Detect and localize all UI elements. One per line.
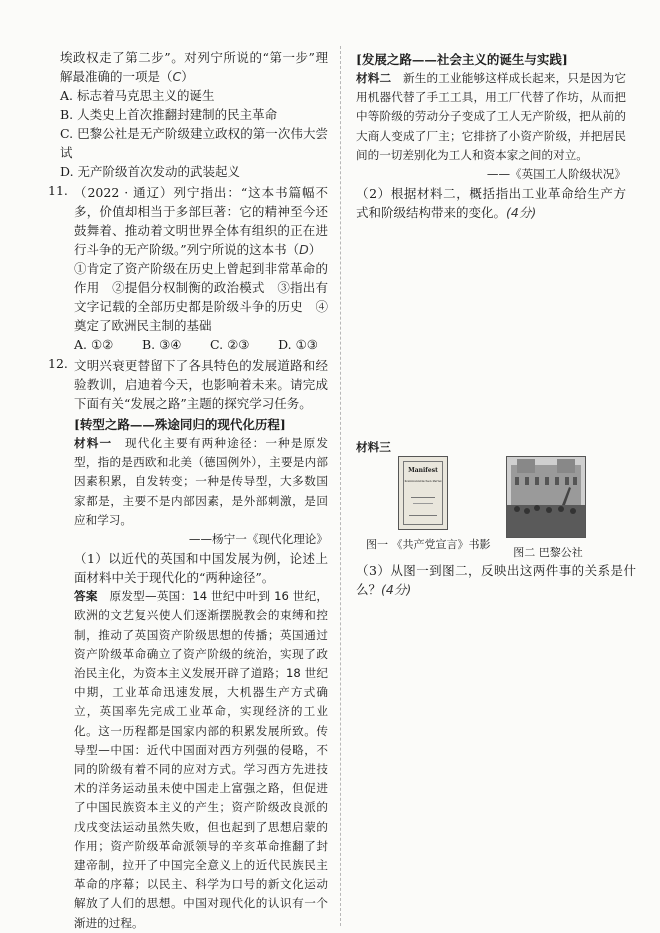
q11-option-b: B. ③④ (141, 337, 182, 352)
material-two-label: 材料二 (356, 71, 392, 85)
paris-commune-image (506, 456, 586, 538)
figure-two-caption: 图二 巴黎公社 (513, 546, 583, 559)
section-heading-development: [发展之路——社会主义的诞生与实践] (356, 52, 568, 67)
q10-answer: C (172, 69, 182, 84)
left-column (48, 48, 328, 933)
question-12 (48, 356, 328, 933)
q2-score-handwritten: (4分) (506, 205, 537, 221)
q11-option-a: A. ①② (74, 337, 114, 352)
q11-option-d: D. ①③ (278, 337, 318, 352)
q10-option-b: B. 人类史上首次推翻封建制的民主革命 (60, 107, 278, 122)
q10-option-d: D. 无产阶级首次发动的武装起义 (60, 164, 241, 179)
right-column (356, 48, 626, 222)
material-one-label: 材料一 (74, 436, 113, 450)
q12-stem: 文明兴衰更替留下了各具特色的发展道路和经验教训，启迪着今天，也影响着未来。请完成下面有关“发展之路”主题的探究学习任务。 (74, 358, 328, 411)
question-11 (48, 183, 328, 354)
sub-question-1: （1）以近代的英国和中国发展为例，论述上面材料中关于现代化的“两种途径”。 (74, 551, 328, 586)
manifesto-book-cover-image (398, 456, 448, 530)
q11-options (74, 335, 328, 354)
q3-score-handwritten: (4分) (381, 582, 412, 597)
q11-items: ①肯定了资产阶级在历史上曾起到非常革命的作用 ②提倡分权制衡的政治模式 ③指出有文字记载的全部历史都是阶级斗争的历史 ④奠定了欧洲民主制的基础 (74, 261, 328, 333)
q10-option-a: A. 标志着马克思主义的诞生 (60, 88, 215, 103)
column-divider (340, 46, 341, 926)
q10-continuation: 埃政权走了第二步”。对列宁所说的“第一步”理解最准确的一项是（C） (60, 50, 328, 84)
sub-question-2: （2）根据材料二，概括指出工业革命给生产方式和阶级结构带来的变化。(4分) (356, 186, 626, 221)
material-three-label: 材料三 (356, 440, 391, 454)
answer-block: 答案 原发型—英国：14 世纪中叶到 16 世纪，欧洲的文艺复兴使人们逐渐摆脱教会的束缚和控制，推动了英国资产阶级思想的传播；英国通过资产阶级革命确立了资产阶级的统治，实现了政治民主化，为资本主义发展开辟了道路；18 世纪中期，工业革命迅速发展，大机器生产方式确立，英国率先完成工业革命，实现经济的工业化。这一历程都是国家内部的积累发展所致。传导型—中国：近代中国面对西方列强的侵略，不同的阶级有着不同的应对方式。学习西方先进技术的洋务运动虽未使中国走上富强之路，但促进了中国民族资本主义的产生；资产阶级改良派的戊戌变法运动虽然失败，但也起到了思想启蒙的作用；资产阶级革命派领导的辛亥革命推翻了封建帝制，拉开了中国完全意义上的近代民族民主革命的序幕；以民主、科学为口号的新文化运动解放了人们的思想。中国对现代化的认识有一个渐进的过程。 (74, 589, 328, 930)
q11-option-c: C. ②③ (210, 337, 250, 352)
q11-number: 11. (48, 183, 68, 198)
material-two: 材料二 新生的工业能够这样成长起来，只是因为它用机器代替了手工工具，用工厂代替了作坊，从而把中等阶级的劳动分子变成了工人无产阶级，把从前的大商人变成了厂主；它排挤了小资产阶级，并把居民间的一切差别化为工人和资本家之间的对立。 (356, 71, 626, 162)
figure-two (498, 456, 598, 560)
manifesto-cover-title: Manifest (408, 467, 438, 474)
material-one-source: ——杨宁一《现代化理论》 (188, 532, 328, 547)
section-heading-transition: [转型之路——殊途同归的现代化历程] (74, 417, 286, 432)
figure-one (366, 456, 491, 552)
figure-one-caption: 图一 《共产党宣言》书影 (366, 538, 491, 551)
q11-answer: D (299, 242, 309, 257)
material-two-source: ——《英国工人阶级状况》 (486, 167, 626, 182)
q11-stem: （2022 · 通辽）列宁指出：“这本书篇幅不多，价值却相当于多部巨著：它的精神至今还鼓舞着、推动着文明世界全体有组织的正在进行斗争的无产阶级。”列宁所说的这本书（D） (74, 185, 328, 257)
manifesto-cover-subtitle: Kommunistischen Partei (404, 479, 442, 483)
q12-number: 12. (48, 356, 68, 371)
q10-option-c: C. 巴黎公社是无产阶级建立政权的第一次伟大尝试 (60, 126, 328, 160)
sub-question-3: （3）从图一到图二，反映出这两件事的关系是什么？(4分) (356, 563, 636, 597)
answer-label: 答案 (74, 589, 98, 604)
material-one: 材料一 现代化主要有两种途径：一种是原发型，指的是西欧和北美（德国例外），主要是内部因素积累，自发转变；一种是传导型，大多数国家都是，主要不是内部因素，是外部刺激，是回应和学习。 (74, 436, 328, 527)
